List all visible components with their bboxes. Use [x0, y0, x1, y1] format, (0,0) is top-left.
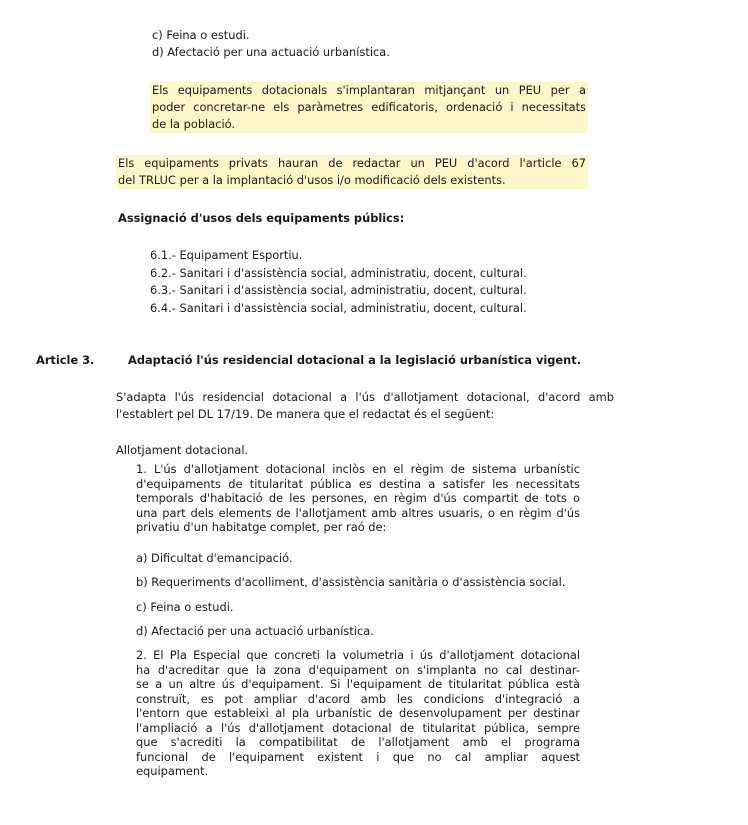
paragraph-line: construït, es pot ampliar d'acord amb les condicions d'integració a [136, 691, 580, 706]
paragraph-line: que s'acrediti la compatibilitat de l'allotjament amb el programa [136, 735, 580, 749]
list-item: 6.2.- Sanitari i d'assistència social, administratiu, docent, cultural. [150, 265, 527, 280]
list-item: c) Feina o estudi. [136, 600, 234, 614]
paragraph-line: temporals d'habitació de les persones, en règim d'ús compartit de tots o [136, 491, 580, 505]
assignacio-list [150, 247, 570, 317]
paragraph-line: poder concretar-ne els paràmetres edificatoris, ordenació i necessitats [152, 100, 586, 114]
paragraph-line: 2. El Pla Especial que concreti la volumetria i ús d'allotjament dotacional [136, 648, 580, 662]
paragraph-line: l'establert pel DL 17/19. De manera que el redactat és el següent: [116, 407, 495, 421]
paragraph-line: se a un altre ús d'equipament. Si l'equipament de titularitat pública està [136, 677, 580, 691]
privats-paragraph [116, 155, 588, 189]
paragraph-line: ha d'acreditar que la zona d'equipament on s'implanta no cal destinar- [136, 662, 580, 677]
paragraph-line: Els equipaments privats hauran de redactar un PEU d'acord l'article 67 [118, 156, 586, 170]
paragraph-line: equipament. [136, 764, 209, 778]
paragraph-line: del TRLUC per a la implantació d'usos i/o modificació dels existents. [118, 173, 506, 187]
article-number: Article 3. [36, 353, 95, 367]
article-title: Adaptació l'ús residencial dotacional a la legislació urbanística vigent. [128, 353, 582, 367]
paragraph-line: de la població. [152, 117, 236, 131]
list-item: c) Feina o estudi. [152, 28, 250, 42]
list-item: b) Requeriments d'acolliment, d'assistència sanitària o d'assistència social. [136, 575, 566, 589]
paragraph-line: privatiu d'un habitatge complet, per raó de: [136, 520, 387, 534]
paragraph-line: 1. L'ús d'allotjament dotacional inclòs en el règim de sistema urbanístic [136, 462, 580, 476]
list-item: 6.4.- Sanitari i d'assistència social, administratiu, docent, cultural. [150, 300, 527, 315]
list-item: 6.3.- Sanitari i d'assistència social, administratiu, docent, cultural. [150, 283, 527, 297]
list-item: a) Dificultat d'emancipació. [136, 551, 293, 565]
point-1 [136, 462, 580, 535]
list-item: d) Afectació per una actuació urbanística. [136, 624, 374, 638]
paragraph-line: d'equipaments de titularitat pública es destina a satisfer les necessitats [136, 476, 580, 491]
paragraph-line: S'adapta l'ús residencial dotacional a l'ús d'allotjament dotacional, d'acord amb [116, 390, 614, 404]
paragraph-line: l'entorn que estableixi al pla urbanístic de desenvolupament per destinar [136, 706, 580, 720]
list-item: d) Afectació per una actuació urbanística. [152, 45, 390, 59]
paragraph-line: una part dels elements de l'allotjament amb altres usuaris, o en règim d'ús [136, 505, 580, 520]
section-heading: Allotjament dotacional. [116, 443, 249, 457]
list-item: 6.1.- Equipament Esportiu. [150, 248, 303, 262]
paragraph-line: l'ampliació a l'ús d'allotjament dotacional de titularitat pública, sempre [136, 720, 580, 735]
paragraph-line: funcional de l'equipament existent i que no cal ampliar aquest [136, 749, 580, 764]
top-list [152, 27, 512, 61]
article-intro [116, 389, 614, 423]
paragraph-line: Els equipaments dotacionals s'implantaran mitjançant un PEU per a [152, 83, 586, 97]
point-2 [136, 648, 580, 779]
assignacio-heading: Assignació d'usos dels equipaments públics: [118, 211, 405, 225]
peu-paragraph [150, 82, 588, 133]
